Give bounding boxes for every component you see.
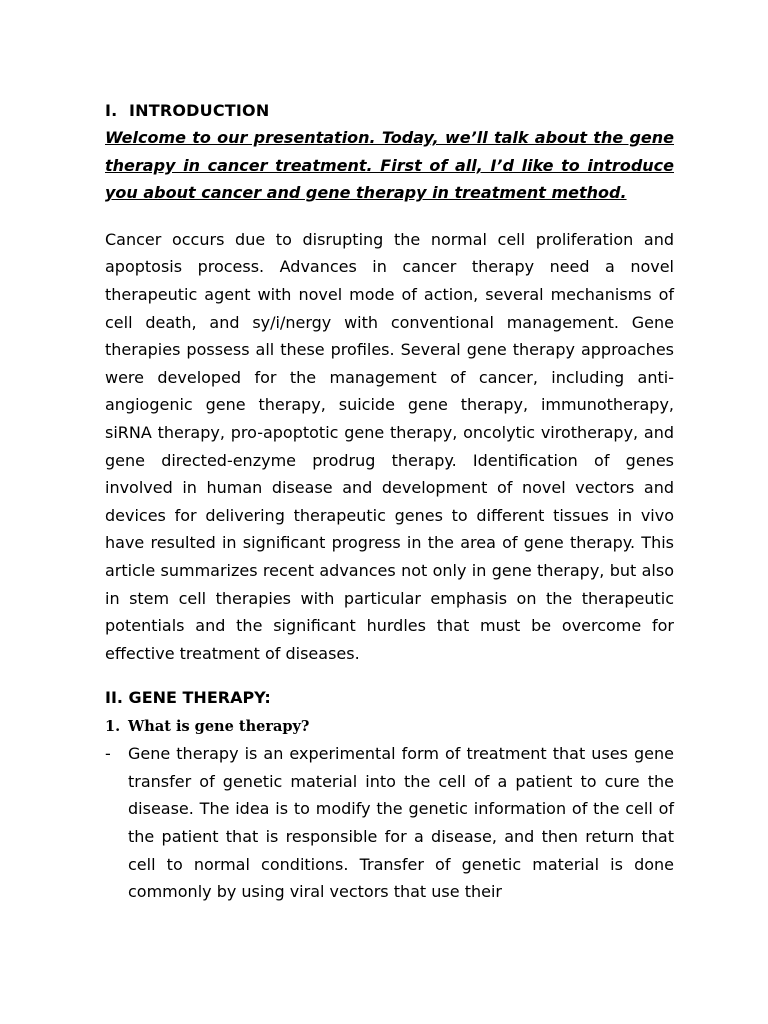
subsection-heading [105, 715, 674, 739]
section-title: INTRODUCTION [129, 101, 270, 120]
bullet-text: Gene therapy is an experimental form of treatment that uses gene transfer of genetic material into the cell of a patient to cure the disease. The idea is to modify the genetic information of the cell of the patient that is responsible for a disease, and then return that cell to normal conditions. Transfer of genetic material is done commonly by using viral vectors that use their [128, 744, 674, 902]
section-number: I. [105, 101, 118, 120]
bullet-marker: - [105, 744, 111, 764]
introduction-paragraph: Cancer occurs due to disrupting the normal cell proliferation and apoptosis process. Advances in cancer therapy need a novel therapeutic agent with novel mode of action, several mechanisms of cell death, and sy/i/nergy with conventional management. Gene therapies possess all these profiles. Several gene therapy approaches were developed for the management of cancer, including anti-angiogenic gene therapy, suicide gene therapy, immunotherapy, siRNA therapy, pro-apoptotic gene therapy, oncolytic virotherapy, and gene directed-enzyme prodrug therapy. Identification of genes involved in human disease and development of novel vectors and devices for delivering therapeutic genes to different tissues in vivo have resulted in significant progress in the area of gene therapy. This article summarizes recent advances not only in gene therapy, but also in stem cell therapies with particular emphasis on the therapeutic potentials and the significant hurdles that must be overcome for effective treatment of diseases. [105, 229, 674, 663]
section-heading-gene-therapy: II. GENE THERAPY: [105, 688, 271, 708]
welcome-text: Welcome to our presentation. Today, we’ll talk about the gene therapy in cancer treatment. First of all, I’d like to introduce you about cancer and gene therapy in treatment method. [105, 128, 674, 203]
subsection-title: What is gene therapy? [128, 718, 310, 736]
subsection-number: 1. [105, 718, 121, 736]
document-content [105, 99, 674, 906]
section-heading-introduction [105, 99, 674, 123]
list-item [105, 740, 674, 906]
